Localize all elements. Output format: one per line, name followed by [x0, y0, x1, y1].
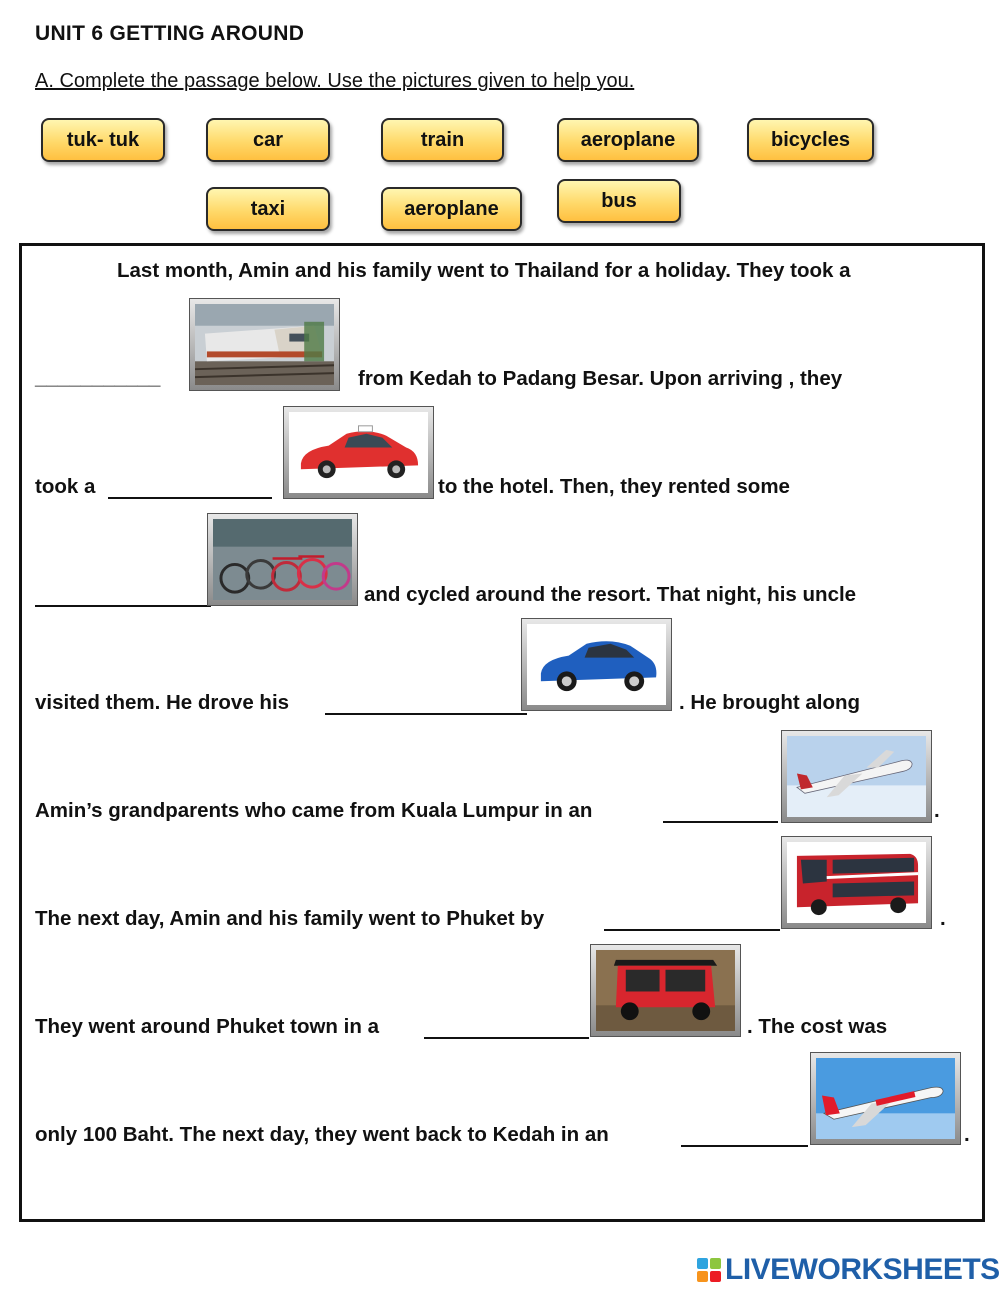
- page-title: UNIT 6 GETTING AROUND: [35, 22, 305, 45]
- word-chip-bicycles[interactable]: bicycles: [747, 118, 874, 162]
- passage-line-6-end: .: [934, 799, 940, 822]
- passage-line-7-end: .: [940, 907, 946, 930]
- aeroplane-photo: [781, 730, 932, 823]
- answer-blank-aeroplane-2[interactable]: [681, 1145, 808, 1147]
- liveworksheets-logo-icon: [697, 1258, 721, 1282]
- answer-blank-bus[interactable]: [604, 929, 780, 931]
- word-chip-bus[interactable]: bus: [557, 179, 681, 223]
- passage-line-8a: They went around Phuket town in a: [35, 1015, 379, 1038]
- passage-line-5a: visited them. He drove his: [35, 691, 290, 714]
- train-photo: [189, 298, 340, 391]
- word-chip-taxi[interactable]: taxi: [206, 187, 330, 231]
- answer-blank-tuk-tuk[interactable]: [424, 1037, 589, 1039]
- aeroplane-photo-2: [810, 1052, 961, 1145]
- word-chip-train[interactable]: train: [381, 118, 504, 162]
- passage-line-2: from Kedah to Padang Besar. Upon arriving , they: [358, 367, 843, 390]
- word-chip-aeroplane-2[interactable]: aeroplane: [381, 187, 522, 231]
- passage-line-3b: to the hotel. Then, they rented some: [438, 475, 790, 498]
- liveworksheets-brand: LIVEWORKSHEETS: [725, 1253, 1000, 1286]
- passage-line-8b: . The cost was: [747, 1015, 888, 1038]
- bicycles-photo: [207, 513, 358, 606]
- answer-blank-car[interactable]: [325, 713, 527, 715]
- answer-blank-train[interactable]: ___________: [35, 366, 161, 389]
- answer-blank-bicycles[interactable]: [35, 605, 211, 607]
- tuk-tuk-photo: [590, 944, 741, 1037]
- passage-line-6: Amin’s grandparents who came from Kuala Lumpur in an: [35, 799, 593, 822]
- passage-line-9: only 100 Baht. The next day, they went back to Kedah in an: [35, 1123, 609, 1146]
- passage-line-9-end: .: [964, 1123, 970, 1146]
- passage-line-1: Last month, Amin and his family went to Thailand for a holiday. They took a: [117, 259, 851, 282]
- passage-line-7: The next day, Amin and his family went to Phuket by: [35, 907, 545, 930]
- bus-photo: [781, 836, 932, 929]
- passage-line-5b: . He brought along: [679, 691, 861, 714]
- answer-blank-aeroplane[interactable]: [663, 821, 778, 823]
- car-photo: [521, 618, 672, 711]
- passage-line-3a: took a: [35, 475, 96, 498]
- passage-line-4: and cycled around the resort. That night, his uncle: [364, 583, 857, 606]
- taxi-photo: [283, 406, 434, 499]
- word-chip-tuk-tuk[interactable]: tuk- tuk: [41, 118, 165, 162]
- instruction-text: A. Complete the passage below. Use the pictures given to help you.: [35, 70, 635, 92]
- word-chip-aeroplane[interactable]: aeroplane: [557, 118, 699, 162]
- word-chip-car[interactable]: car: [206, 118, 330, 162]
- liveworksheets-logo: [697, 1253, 1000, 1287]
- answer-blank-taxi[interactable]: [108, 497, 272, 499]
